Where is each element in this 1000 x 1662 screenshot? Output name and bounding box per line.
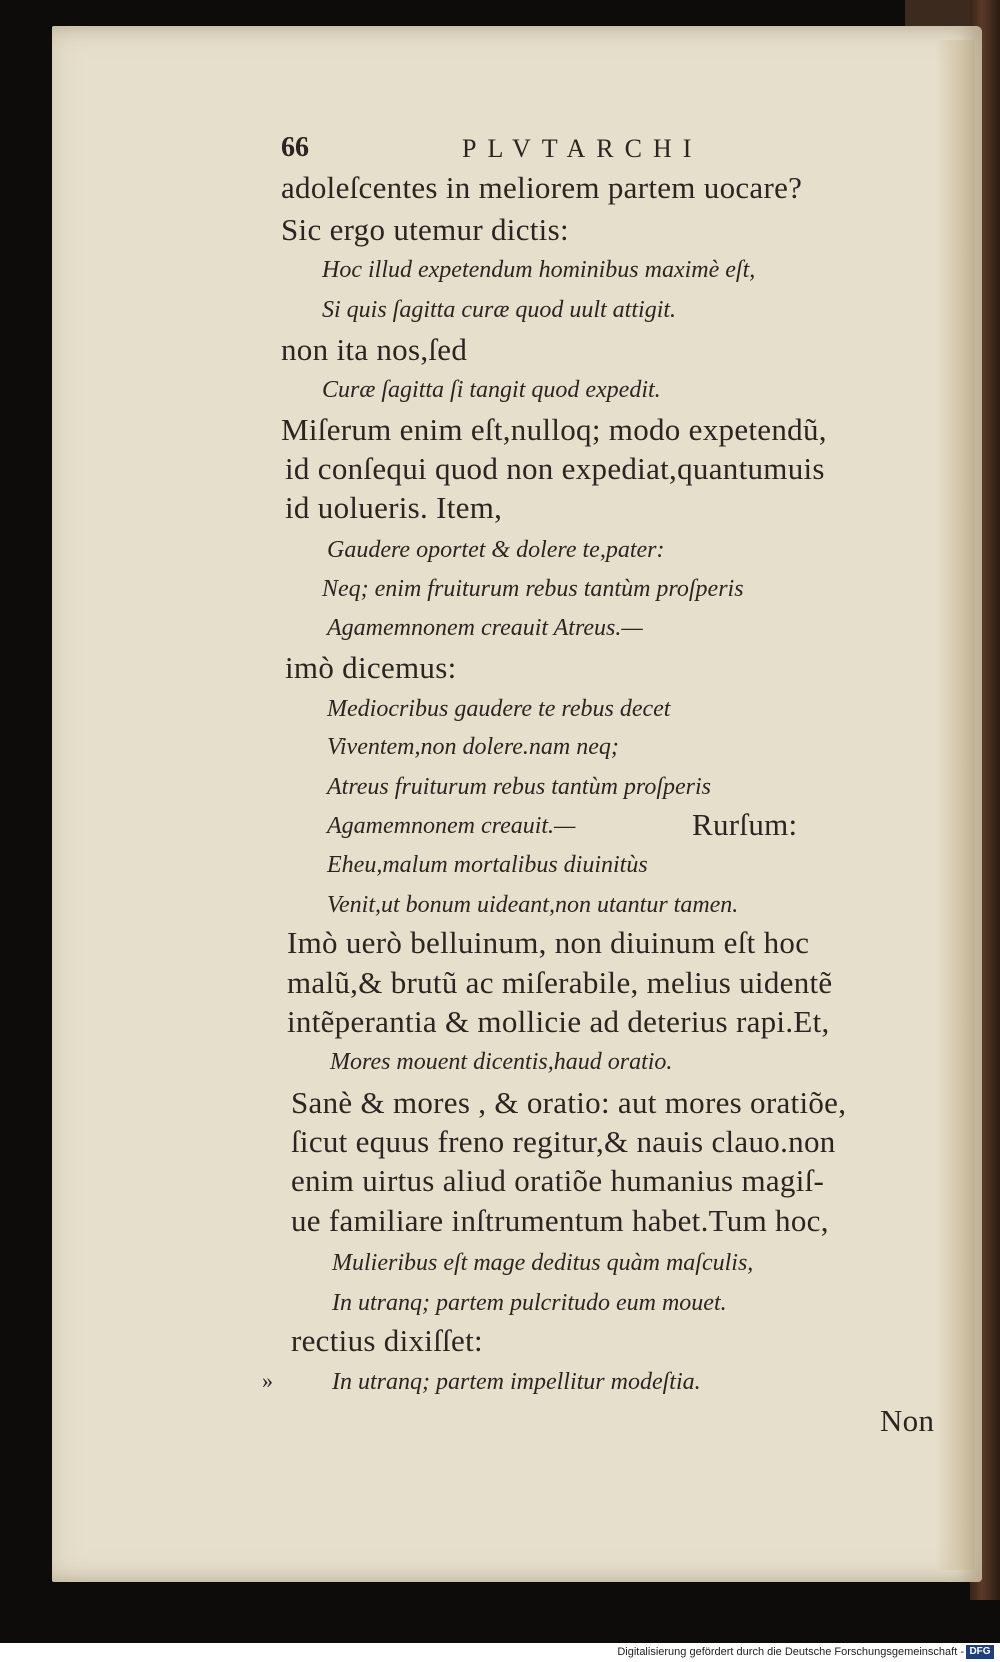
page-gutter-shadow	[935, 40, 975, 1570]
verse-line: Eheu,malum mortalibus diuinitùs	[327, 852, 648, 878]
verse-line: Atreus fruiturum rebus tantùm proſperis	[327, 774, 712, 800]
verse-line: Neq; enim fruiturum rebus tantùm proſperis	[322, 576, 744, 602]
text-line: id conſequi quod non expediat,quantumuis	[285, 451, 825, 486]
verse-line: Mediocribus gaudere te rebus decet	[327, 696, 671, 722]
text-line: imò dicemus:	[285, 650, 457, 685]
text-line: non ita nos,ſed	[281, 332, 468, 367]
text-line: enim uirtus aliud oratiõe humanius magiſ-	[291, 1163, 825, 1198]
page-number: 66	[281, 132, 309, 163]
verse-line: Agamemnonem creauit Atreus.—	[327, 615, 643, 641]
catchword: Non	[880, 1403, 935, 1438]
text-line: adoleſcentes in meliorem partem uocare?	[281, 170, 803, 205]
text-line: Sic ergo utemur dictis:	[281, 212, 569, 247]
verse-line: Viventem,non dolere.nam neq;	[327, 734, 619, 760]
text-line: ue familiare inſtrumentum habet.Tum hoc,	[291, 1203, 829, 1238]
text-line: id uolueris. Item,	[285, 490, 503, 525]
text-line: malũ,& brutũ ac miſerabile, melius uidentẽ	[287, 965, 833, 1000]
verse-line: Si quis ſagitta curæ quod uult attigit.	[322, 297, 677, 323]
verse-line: Venit,ut bonum uideant,non utantur tamen.	[327, 892, 739, 918]
text-line: Sanè & mores , & oratio: aut mores oratiõe,	[291, 1085, 847, 1120]
dfg-logo: DFG	[966, 1645, 994, 1659]
verse-line: Gaudere oportet & dolere te,pater:	[327, 537, 665, 563]
running-title: PLVTARCHI	[462, 134, 703, 163]
text-line: intẽperantia & mollicie ad deterius rapi.Et,	[287, 1004, 830, 1039]
verse-line: Mores mouent dicentis,haud oratio.	[330, 1049, 673, 1075]
text-line: Rurſum:	[692, 807, 798, 842]
digitization-credit: Digitalisierung gefördert durch die Deutsche Forschungsgemeinschaft -	[617, 1646, 964, 1658]
verse-line: Agamemnonem creauit.—	[327, 813, 576, 839]
text-line: rectius dixiſſet:	[291, 1323, 483, 1358]
text-line: Imò uerò belluinum, non diuinum eſt hoc	[287, 925, 810, 960]
margin-quote-mark: »	[262, 1368, 274, 1393]
text-line: Miſerum enim eſt,nulloq; modo expetendũ,	[281, 412, 827, 447]
verse-line: In utranq; partem impellitur modeſtia.	[332, 1369, 701, 1395]
text-line: ſicut equus freno regitur,& nauis clauo.non	[291, 1124, 836, 1159]
verse-line: Mulieribus eſt mage deditus quàm maſculis,	[332, 1250, 754, 1276]
verse-line: In utranq; partem pulcritudo eum mouet.	[332, 1290, 727, 1316]
verse-line: Hoc illud expetendum hominibus maximè eſt,	[322, 257, 756, 283]
verse-line: Curæ ſagitta ſi tangit quod expedit.	[322, 377, 661, 403]
